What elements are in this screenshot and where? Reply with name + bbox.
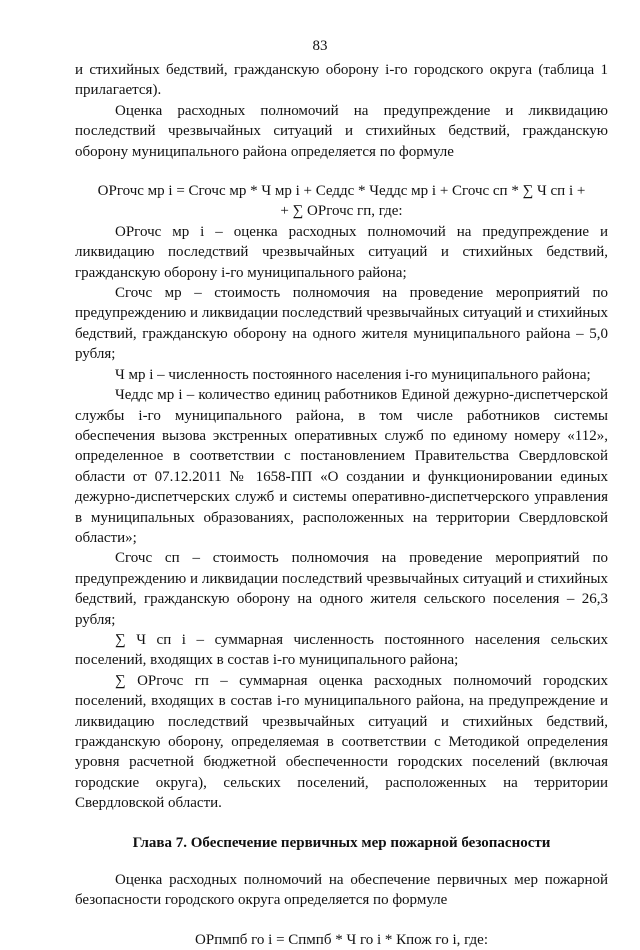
chapter-paragraph: Оценка расходных полномочий на обеспечение первичных мер пожарной безопасности городского округа определяется по формуле	[75, 872, 608, 909]
formula-2: ОРпмпб го i = Спмпб * Ч го i * Кпож го i, где:	[195, 931, 488, 948]
page-number: 83	[312, 38, 328, 54]
paragraph-continuation: и стихийных бедствий, гражданскую оборону i-го городского округа (таблица 1 прилагается).	[75, 62, 608, 99]
paragraph-intro: Оценка расходных полномочий на предупреждение и ликвидацию последствий чрезвычайных ситуаций и стихийных бедствий, гражданскую оборону муниципального района определяется по формуле	[75, 102, 608, 160]
document-body	[75, 60, 608, 950]
definition-sgochs-mr: Сгочс мр – стоимость полномочия на проведение мероприятий по предупреждению и ликвидации последствий чрезвычайных ситуаций и стихийных бедствий, гражданскую оборону на одного жителя муниципального района – 5,0 рубля;	[75, 285, 608, 363]
definition-ch-mr: Ч мр i – численность постоянного населения i-го муниципального района;	[115, 366, 591, 383]
chapter-title: Глава 7. Обеспечение первичных мер пожарной безопасности	[132, 834, 551, 851]
definition-orgochs-mr: ОРгочс мр i – оценка расходных полномочий на предупреждение и ликвидацию последствий чрезвычайных ситуаций и стихийных бедствий, гражданскую оборону i-го муниципального района;	[75, 223, 608, 281]
formula-line-1: ОРгочс мр i = Сгочс мр * Ч мр i + Седдс * Чеддс мр i + Сгочс сп * ∑ Ч сп i +	[97, 183, 586, 200]
definition-sum-ch-sp: ∑ Ч сп i – суммарная численность постоянного населения сельских поселений, входящих в состав i-го муниципального района;	[75, 631, 608, 669]
formula-line-2: + ∑ ОРгочс гп, где:	[280, 203, 403, 220]
definition-cheddz-mr: Чеддс мр i – количество единиц работников Единой дежурно-диспетчерской службы i-го муниципального района, в том числе работников системы обеспечения вызова экстренных оперативных служб по единому номеру «112», определенное в соответствии с постановлением Правительства Свердловской области от 07.12.2011 № 1658-ПП «О создании и функционировании единых дежурно-диспетчерских служб и системы оперативно-диспетчерского управления в муниципальных образованиях, расположенных на территории Свердловской области»;	[75, 387, 608, 546]
definition-sum-orgochs-gp: ∑ ОРгочс гп – суммарная оценка расходных полномочий городских поселений, входящих в состав i-го муниципального района, на предупреждение и ликвидацию последствий чрезвычайных ситуаций и стихийных бедствий, гражданскую оборону, определяемая в соответствии с Методикой определения уровня расчетной бюджетной обеспеченности городских поселений (включая городские округа), сельских поселений, расположенных на территории Свердловской области.	[75, 672, 608, 812]
definition-sgochs-sp: Сгочс сп – стоимость полномочия на проведение мероприятий по предупреждению и ликвидации последствий чрезвычайных ситуаций и стихийных бедствий, гражданскую оборону на одного жителя сельского поселения – 26,3 рубля;	[75, 550, 608, 628]
